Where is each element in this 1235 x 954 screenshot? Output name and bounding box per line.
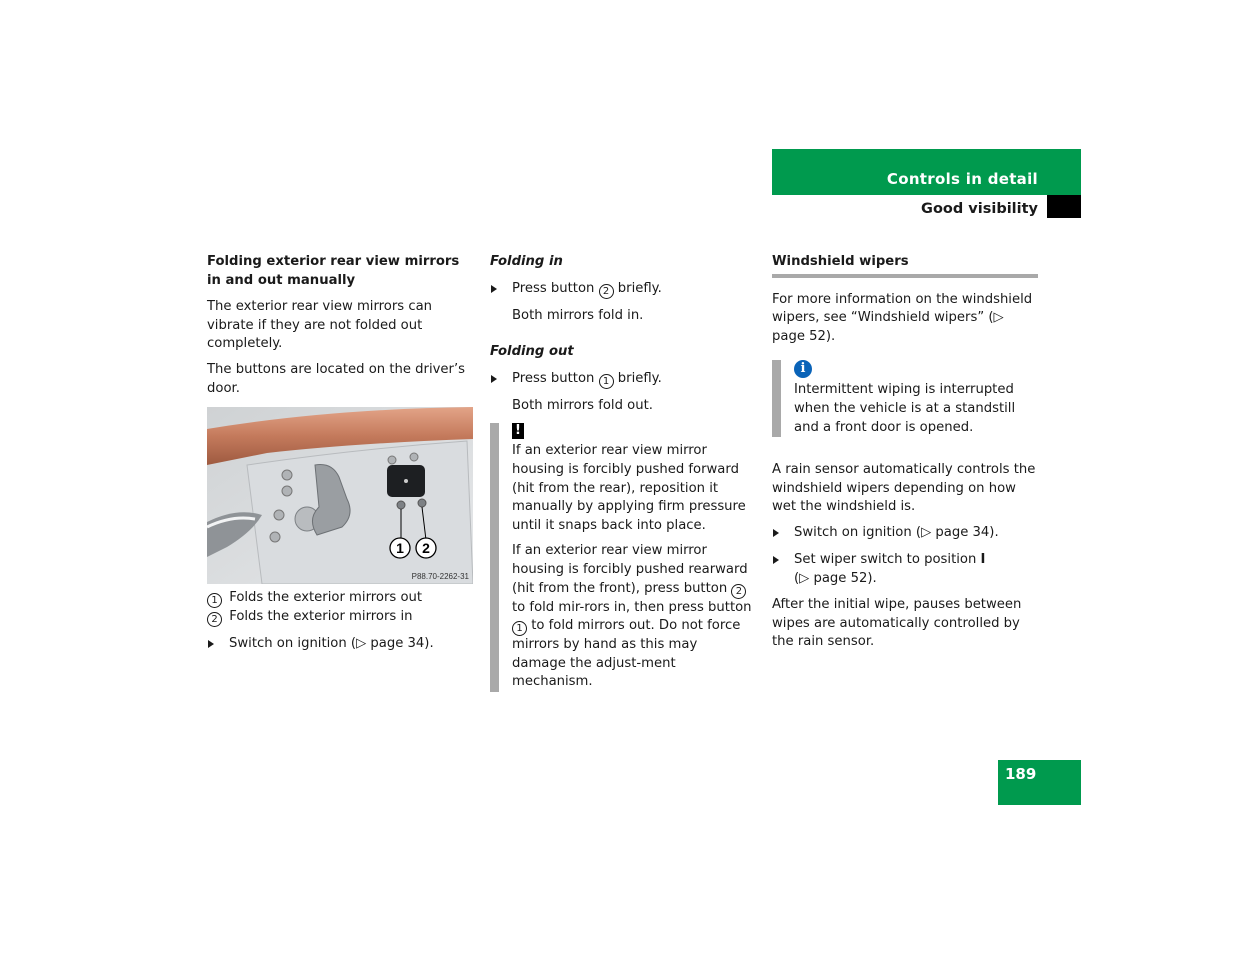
fold-in-heading: Folding in [490, 254, 563, 269]
callout-1-label: 1 [396, 539, 404, 556]
section-title: Controls in detail [886, 170, 1038, 189]
warning-icon: ! [512, 423, 524, 439]
wipers-para-info: For more information on the windshield wipers, see “Windshield wipers” (▷ page 52). [772, 291, 1033, 344]
door-panel-illustration [207, 407, 473, 584]
mirrors-heading: Folding exterior rear view mirrors in and out manually [207, 254, 460, 288]
column-mirrors [207, 253, 473, 661]
fold-in-step: Press button 2 briefly. [490, 280, 755, 299]
legend-number: 2 [207, 612, 222, 627]
bullet-arrow-icon [491, 285, 497, 293]
mirrors-para-location: The buttons are located on the driver’s door. [207, 362, 466, 397]
page-number: 189 [998, 760, 1081, 805]
bullet-arrow-icon [208, 640, 214, 648]
fold-out-result: Both mirrors fold out. [512, 397, 653, 413]
bullet-arrow-icon [773, 556, 779, 564]
fold-out-step: Press button 1 briefly. [490, 370, 755, 389]
legend-item [207, 589, 473, 608]
legend-number: 1 [207, 593, 222, 608]
legend-item [207, 608, 473, 627]
info-bar [772, 360, 781, 437]
bullet-arrow-icon [773, 529, 779, 537]
wipers-step-ignition: Switch on ignition (▷ page 34). [772, 524, 1038, 543]
callout-2-label: 2 [422, 539, 430, 556]
photo-code: P88.70-2262-31 [411, 571, 469, 581]
fold-out-heading: Folding out [490, 344, 574, 360]
bullet-arrow-icon [491, 375, 497, 383]
info-icon: i [794, 360, 812, 378]
header-marker [1047, 195, 1081, 218]
column-wipers [772, 253, 1038, 660]
step-ignition: Switch on ignition (▷ page 34). [207, 635, 473, 654]
info-box [772, 360, 1038, 437]
legend-text: Folds the exterior mirrors in [229, 608, 413, 624]
section-header [772, 149, 1081, 195]
wipers-heading: Windshield wipers [772, 253, 1038, 278]
wipers-para-pauses: After the initial wipe, pauses between wipes are automatically controlled by the rain sensor. [772, 597, 1022, 650]
mirrors-para-vibrate: The exterior rear view mirrors can vibrate if they are not folded out completely. [207, 299, 433, 352]
fold-in-result: Both mirrors fold in. [512, 307, 644, 323]
column-folding [490, 253, 755, 692]
door-buttons-photo [207, 407, 473, 584]
warning-para-rearward: If an exterior rear view mirror housing is forcibly pushed rearward (hit from the front), press button 2 to fold mir-rors in, then press button 1 to fold mirrors out. Do not force mirrors by hand as this may damage the adjust-ment mechanism. [512, 543, 752, 690]
legend-text: Folds the exterior mirrors out [229, 589, 423, 605]
section-subtitle: Good visibility [921, 201, 1038, 217]
warning-box [490, 423, 755, 692]
warning-bar [490, 423, 499, 692]
wipers-step-position: Set wiper switch to position I (▷ page 52). [772, 551, 1038, 588]
info-text: Intermittent wiping is interrupted when the vehicle is at a standstill and a front door is opened. [794, 382, 1016, 435]
warning-para-forward: If an exterior rear view mirror housing is forcibly pushed forward (hit from the rear), reposition it manually by applying firm pressure until it snaps back into place. [512, 443, 746, 533]
wipers-para-rain-sensor: A rain sensor automatically controls the windshield wipers depending on how wet the windshield is. [772, 462, 1036, 515]
